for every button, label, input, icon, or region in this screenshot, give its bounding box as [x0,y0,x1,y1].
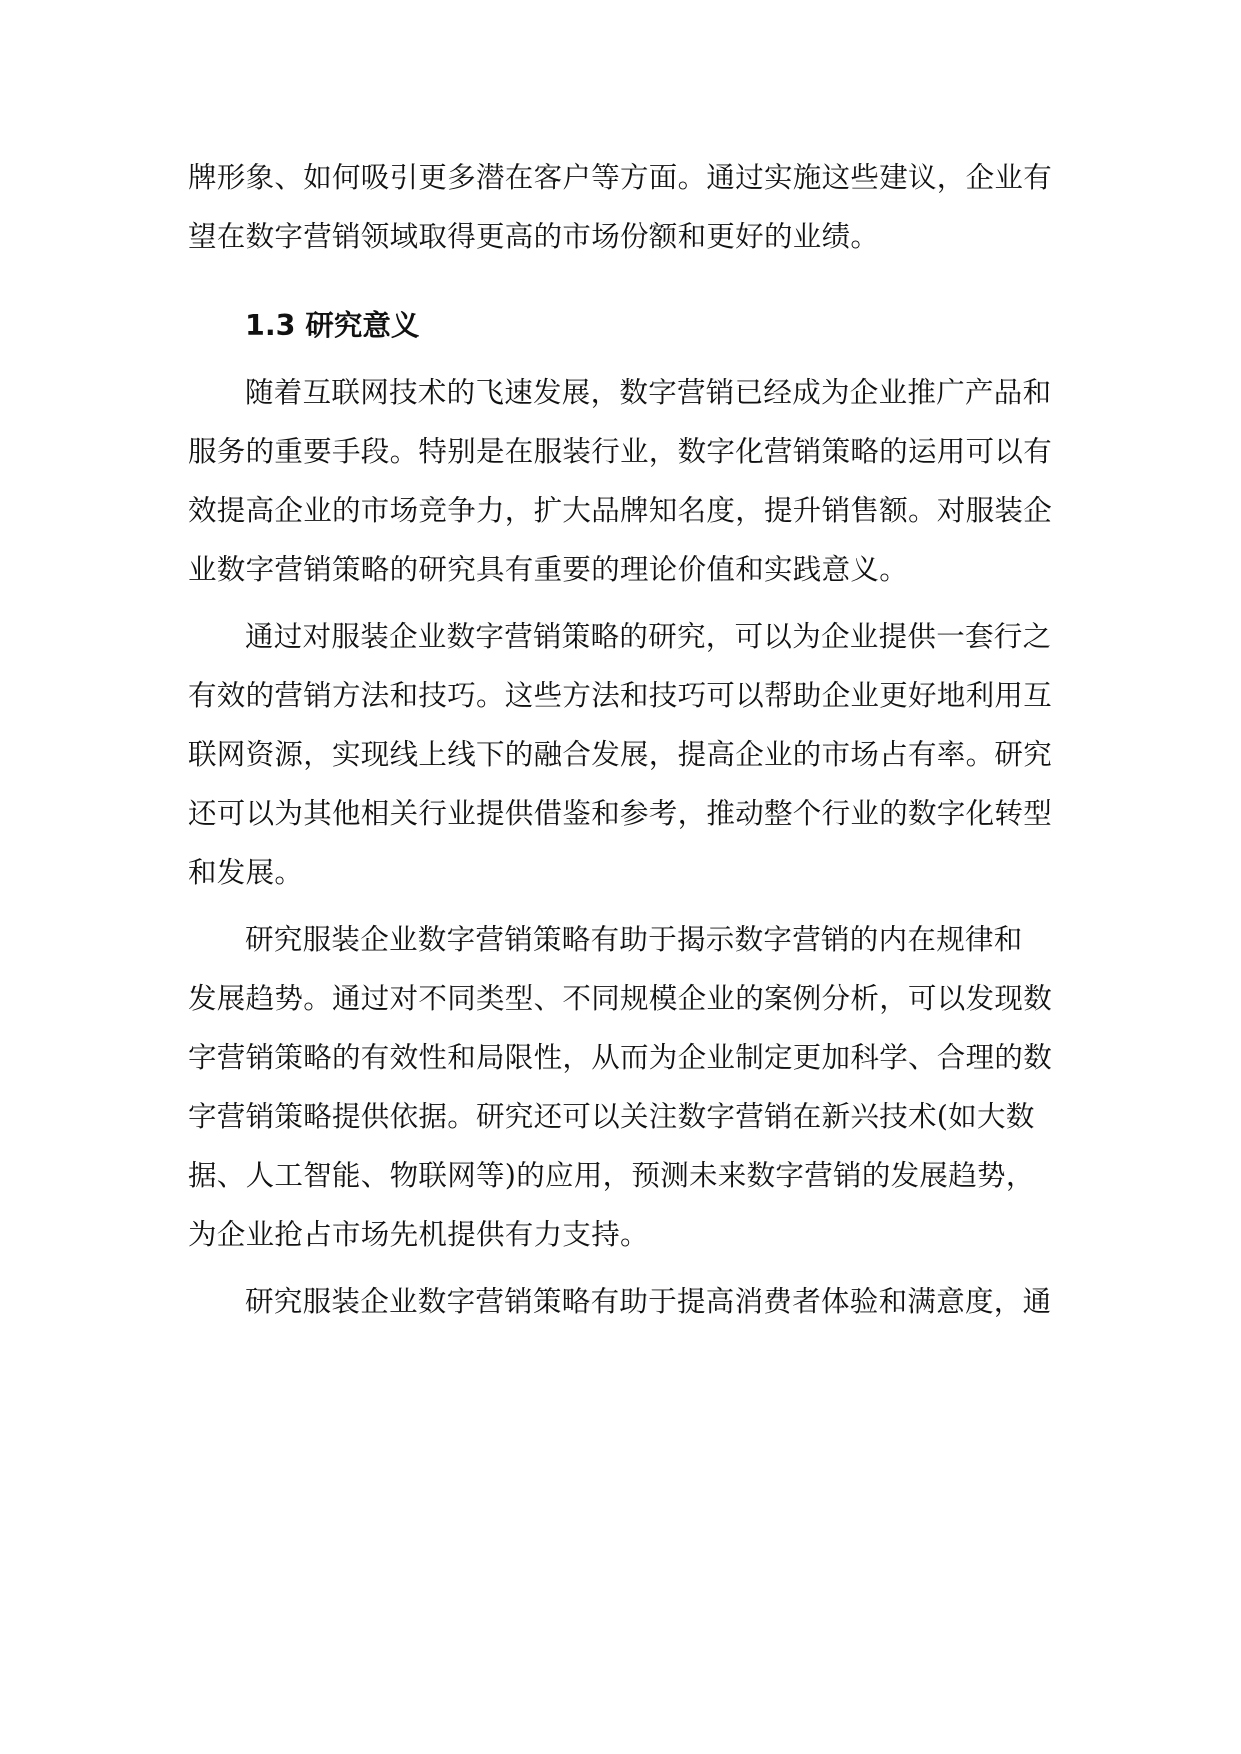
text-line: 随着互联网技术的飞速发展，数字营销已经成为企业推广产品和 [245,376,1052,409]
text-line: 研究服装企业数字营销策略有助于提高消费者体验和满意度，通 [245,1285,1052,1318]
paragraph-1 [188,363,1053,599]
text-line: 研究服装企业数字营销策略有助于揭示数字营销的内在规律和 [245,923,1023,956]
text-line: 和发展。 [188,856,304,889]
text-line: 字营销策略提供依据。研究还可以关注数字营销在新兴技术(如大数 [188,1100,1035,1133]
section-heading: 1.3 研究意义 [245,309,420,342]
paragraph-3 [188,910,1053,1264]
heading-gap [188,355,1050,363]
intro-paragraph [188,148,1053,266]
text-line: 还可以为其他相关行业提供借鉴和参考，推动整个行业的数字化转型 [188,797,1053,830]
section-gap [188,266,1050,296]
document-body [188,148,1053,1331]
text-line: 业数字营销策略的研究具有重要的理论价值和实践意义。 [188,553,909,586]
text-line: 联网资源，实现线上线下的融合发展，提高企业的市场占有率。研究 [188,738,1053,771]
text-line: 服务的重要手段。特别是在服装行业，数字化营销策略的运用可以有 [188,435,1053,468]
text-line: 为企业抢占市场先机提供有力支持。 [188,1218,649,1251]
text-line: 有效的营销方法和技巧。这些方法和技巧可以帮助企业更好地利用互 [188,679,1053,712]
text-line: 字营销策略的有效性和局限性，从而为企业制定更加科学、合理的数 [188,1041,1053,1074]
text-line: 望在数字营销领域取得更高的市场份额和更好的业绩。 [188,220,880,253]
paragraph-gap [188,1264,1050,1272]
text-line: 效提高企业的市场竞争力，扩大品牌知名度，提升销售额。对服装企 [188,494,1053,527]
text-line: 据、人工智能、物联网等)的应用，预测未来数字营销的发展趋势， [188,1159,1035,1192]
paragraph-2 [188,607,1053,902]
text-line: 发展趋势。通过对不同类型、不同规模企业的案例分析，可以发现数 [188,982,1053,1015]
paragraph-4 [188,1272,1050,1331]
text-line: 牌形象、如何吸引更多潜在客户等方面。通过实施这些建议，企业有 [188,161,1053,194]
paragraph-gap [188,902,1050,910]
paragraph-gap [188,599,1050,607]
text-line: 通过对服装企业数字营销策略的研究，可以为企业提供一套行之 [245,620,1052,653]
